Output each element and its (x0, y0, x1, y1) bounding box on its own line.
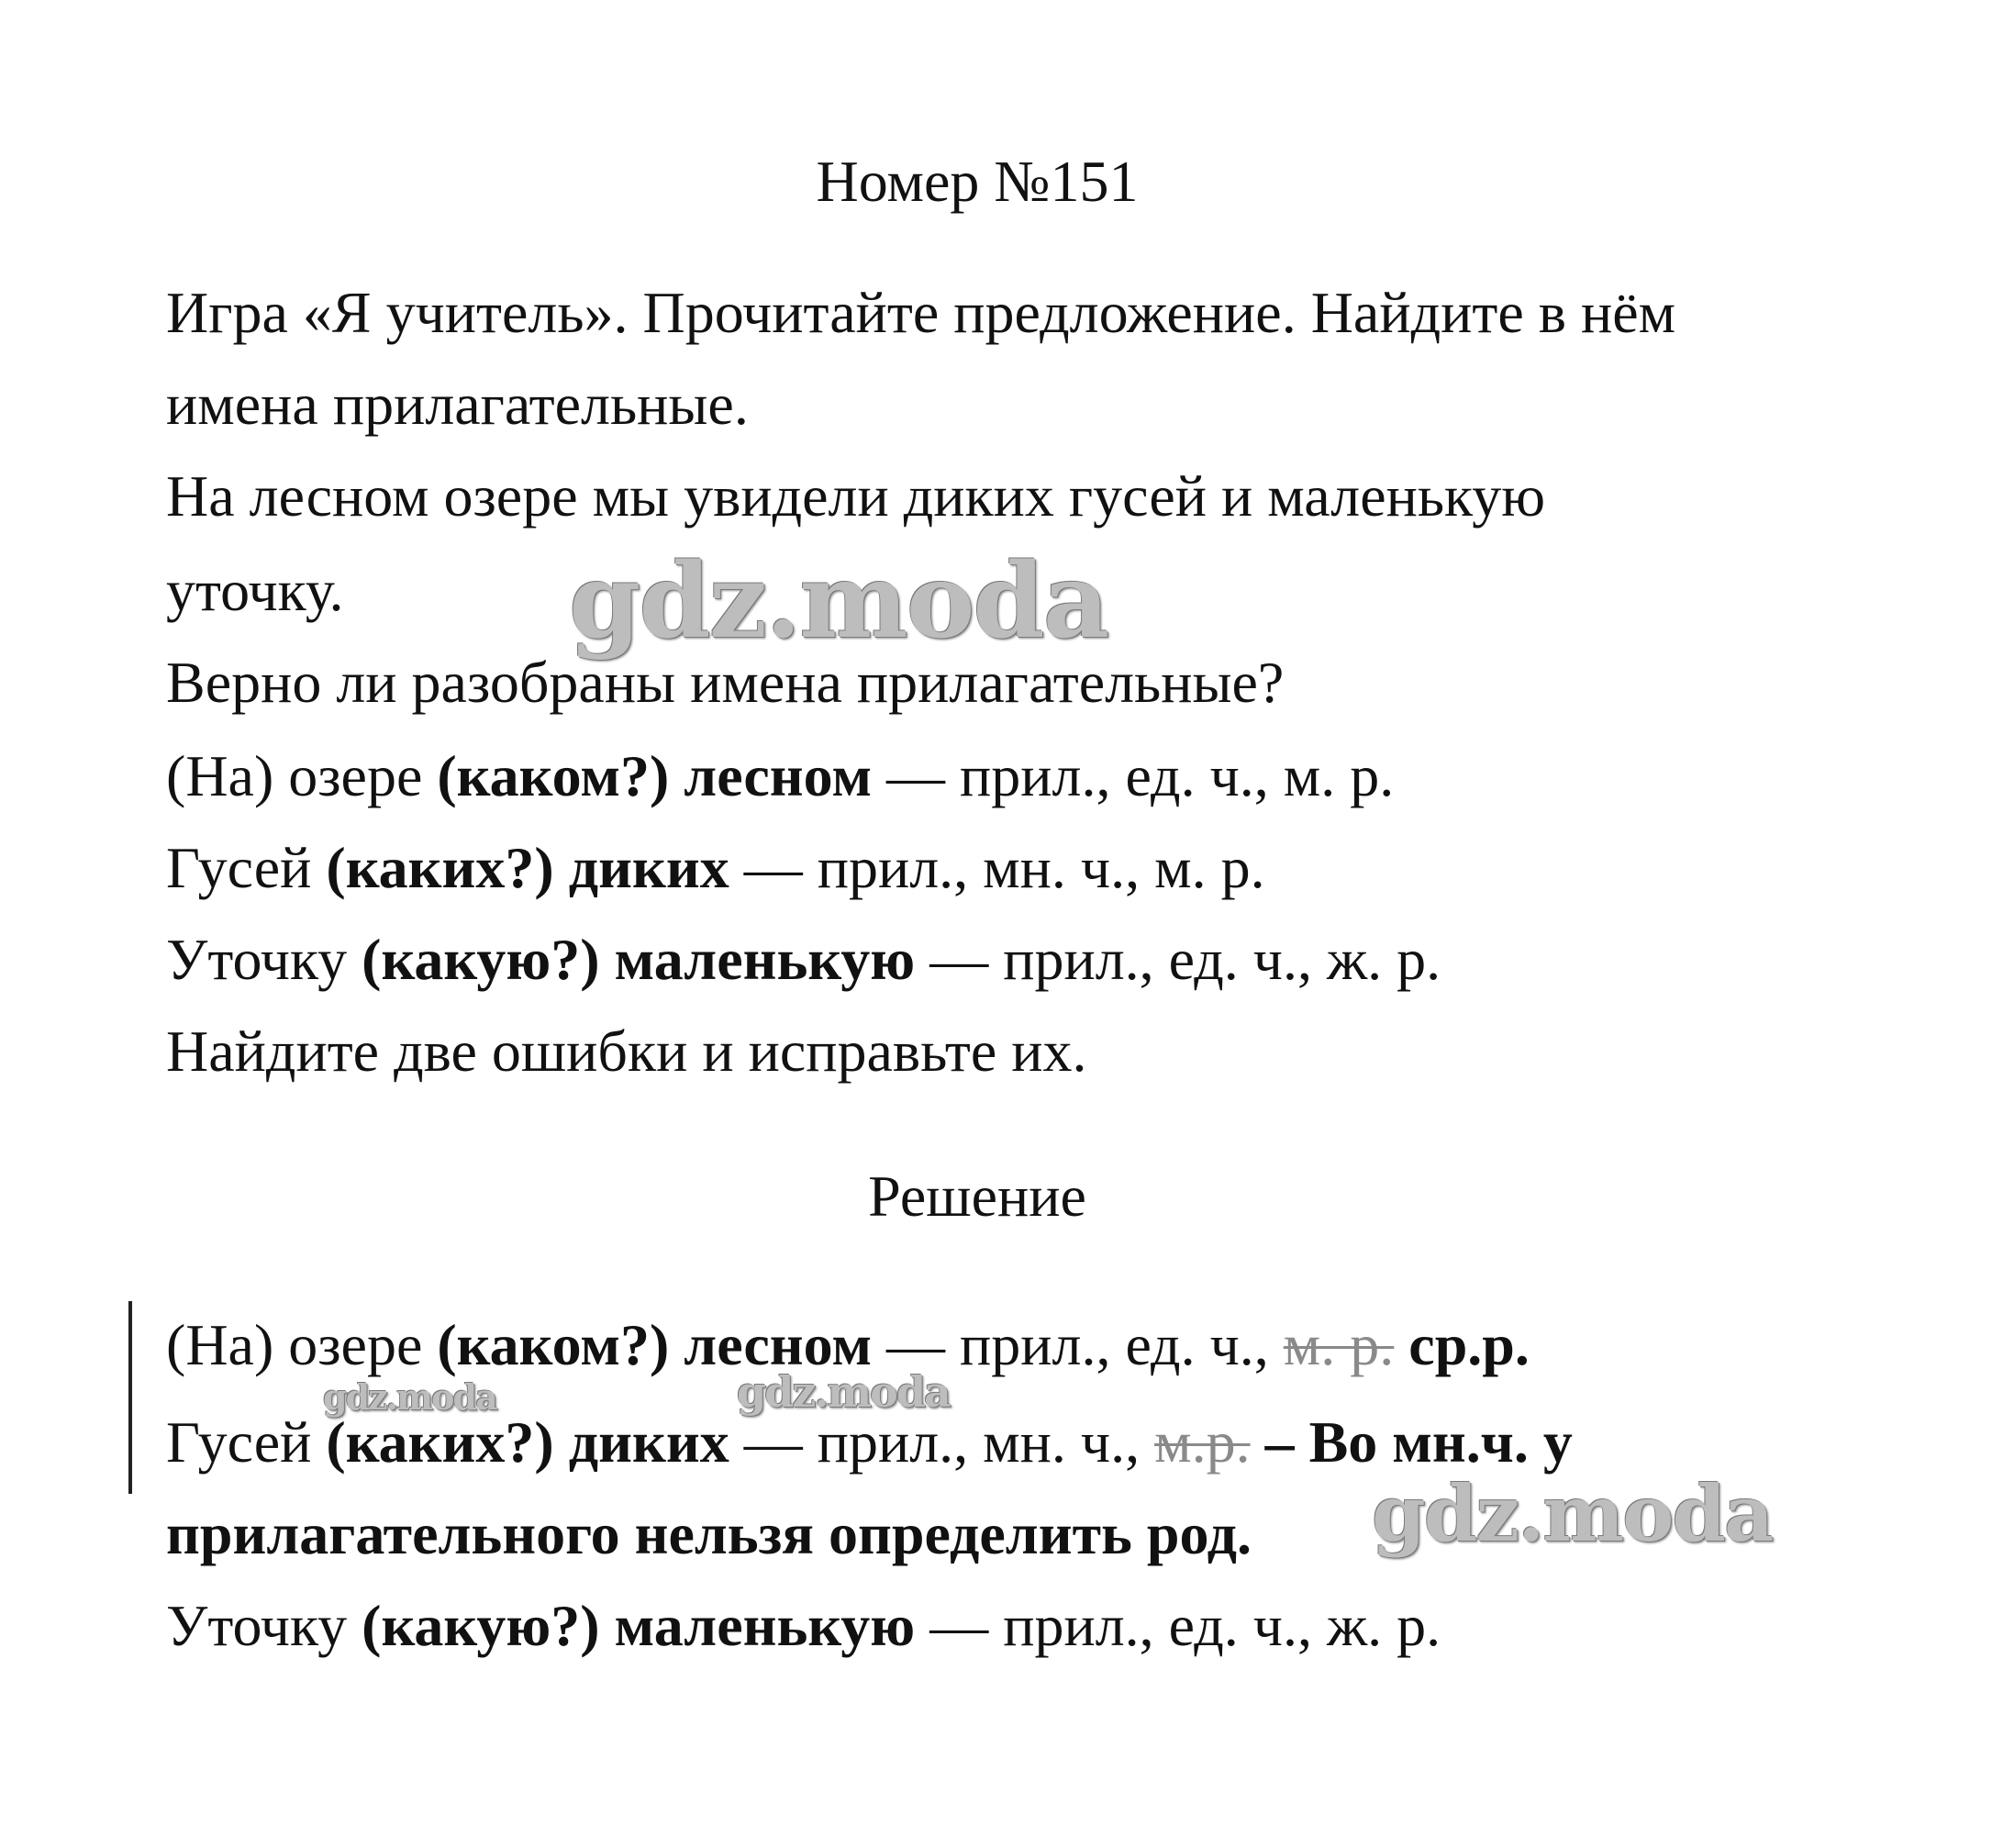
task-item-3-pre: Уточку (166, 927, 362, 992)
margin-bar (128, 1301, 132, 1494)
task-item-1-post: — прил., ед. ч., м. р. (872, 743, 1395, 808)
task-item-2 (166, 835, 1265, 901)
task-item-2-post: — прил., мн. ч., м. р. (729, 835, 1265, 900)
solution-item-1-post: — прил., ед. ч., (872, 1312, 1284, 1377)
task-item-1-pre: (На) озере (166, 743, 438, 808)
solution-item-1-struck: м. р. (1283, 1312, 1395, 1377)
solution-item-1-fix: ср.р. (1394, 1312, 1530, 1377)
solution-heading: Решение (868, 1163, 1086, 1229)
solution-item-2-post: — прил., мн. ч., (729, 1409, 1155, 1475)
task-line-1: Игра «Я учитель». Прочитайте предложение. Найдите в нём (166, 280, 1676, 345)
solution-item-2-bold: (каких?) диких (326, 1409, 729, 1475)
solution-item-3-post: — прил., ед. ч., ж. р. (915, 1593, 1441, 1658)
solution-item-3 (166, 1593, 1441, 1659)
task-sentence-line-1: На лесном озере мы увидели диких гусей и маленькую (166, 463, 1546, 529)
task-item-1-bold: (каком?) лесном (437, 743, 873, 808)
watermark-large: gdz.moda (569, 541, 1108, 662)
solution-item-2-struck: м.р. (1154, 1409, 1251, 1475)
task-instruction: Найдите две ошибки и исправьте их. (166, 1019, 1087, 1084)
task-item-3-post: — прил., ед. ч., ж. р. (915, 927, 1441, 992)
task-item-1 (166, 743, 1394, 809)
watermark-medium-right: gdz.moda (1372, 1468, 1773, 1559)
solution-item-1-pre: (На) озере (166, 1312, 438, 1377)
task-question: Верно ли разобраны имена прилагательные? (166, 650, 1285, 715)
task-item-2-pre: Гусей (166, 835, 327, 900)
solution-item-1-bold: (каком?) лесном (437, 1312, 873, 1377)
task-line-2: имена прилагательные. (166, 372, 749, 437)
task-sentence-line-2: уточку. (166, 558, 344, 623)
page-title: Номер №151 (816, 149, 1139, 214)
task-item-2-bold: (каких?) диких (326, 835, 729, 900)
watermark-small-left: gdz.moda (323, 1376, 496, 1418)
task-item-3 (166, 927, 1441, 993)
solution-item-2-pre: Гусей (166, 1409, 327, 1475)
solution-item-2 (166, 1409, 1573, 1475)
task-item-3-bold: (какую?) маленькую (362, 927, 916, 992)
solution-item-2-continued: прилагательного нельзя определить род. (166, 1501, 1252, 1566)
solution-item-3-pre: Уточку (166, 1593, 362, 1658)
solution-item-3-bold: (какую?) маленькую (362, 1593, 916, 1658)
watermark-small-center: gdz.moda (737, 1367, 950, 1417)
solution-item-2-fix: – Во мн.ч. у (1250, 1409, 1573, 1475)
